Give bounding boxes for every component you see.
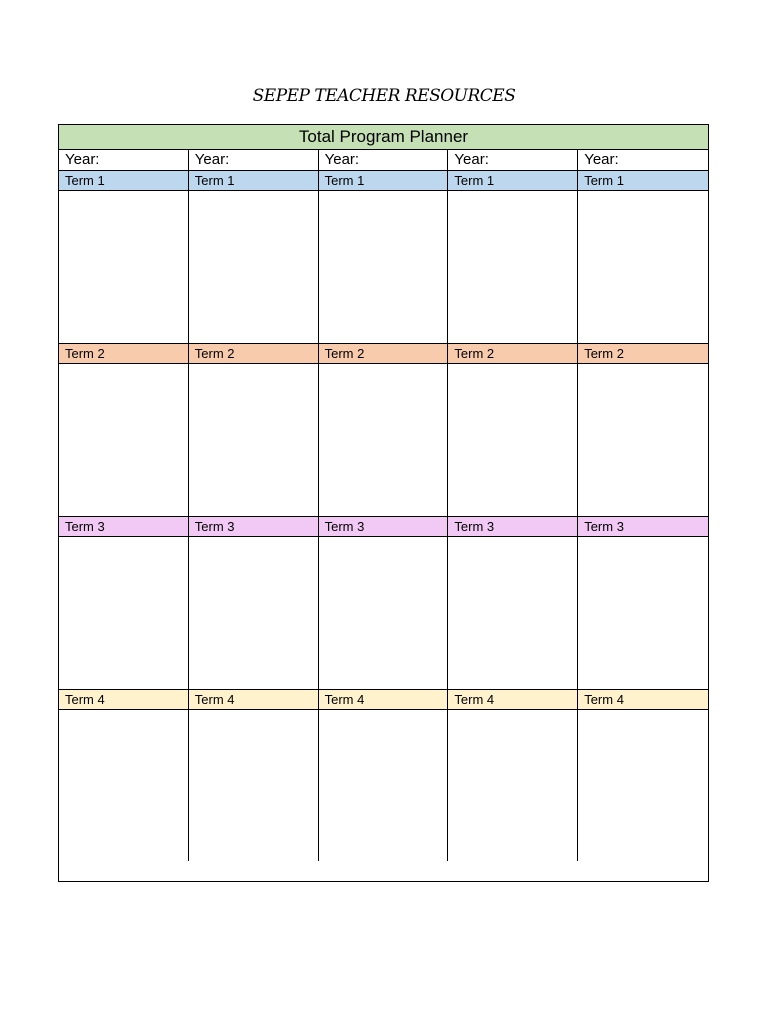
plan-cell[interactable] [319,364,449,516]
year-header-row [59,150,708,171]
term-2-label: Term 2 [584,346,624,361]
term-3-label: Term 3 [448,517,578,536]
term-4-label: Term 4 [584,692,624,707]
term-4-plan-row [59,710,708,861]
planner-title: Total Program Planner [298,127,469,146]
plan-cell[interactable] [319,537,449,689]
term-1-label: Term 1 [584,173,624,188]
plan-cell[interactable] [59,364,189,516]
year-cell[interactable]: Year: [189,150,319,170]
year-cell[interactable]: Year: [584,151,619,168]
plan-cell[interactable] [59,191,189,343]
year-cell[interactable]: Year: [448,150,578,170]
term-2-label: Term 2 [319,344,449,363]
term-1-label: Term 1 [319,171,449,190]
plan-cell[interactable] [319,710,449,861]
plan-cell[interactable] [448,710,578,861]
term-2-label: Term 2 [448,344,578,363]
term-1-label: Term 1 [189,171,319,190]
plan-cell[interactable] [189,191,319,343]
term-3-label: Term 3 [59,517,189,536]
plan-cell[interactable] [189,537,319,689]
term-4-label: Term 4 [448,690,578,709]
plan-cell[interactable] [189,364,319,516]
plan-cell[interactable] [578,364,708,516]
plan-cell[interactable] [578,191,708,343]
year-cell[interactable]: Year: [319,150,449,170]
year-cell[interactable]: Year: [59,150,189,170]
plan-cell[interactable] [59,710,189,861]
plan-cell[interactable] [448,364,578,516]
term-2-header-row [59,344,708,364]
term-4-label: Term 4 [59,690,189,709]
plan-cell[interactable] [59,537,189,689]
plan-cell[interactable] [448,537,578,689]
term-4-label: Term 4 [319,690,449,709]
term-3-label: Term 3 [319,517,449,536]
term-3-header-row [59,517,708,537]
plan-cell[interactable] [319,191,449,343]
term-4-header-row [59,690,708,710]
term-1-plan-row [59,191,708,344]
plan-cell[interactable] [578,537,708,689]
term-2-plan-row [59,364,708,517]
term-2-label: Term 2 [59,344,189,363]
term-3-label: Term 3 [584,519,624,534]
term-3-plan-row [59,537,708,690]
term-1-header-row [59,171,708,191]
document-heading: SEPEP TEACHER RESOURCES [252,86,516,106]
term-1-label: Term 1 [448,171,578,190]
term-2-label: Term 2 [189,344,319,363]
plan-cell[interactable] [578,710,708,861]
term-4-label: Term 4 [189,690,319,709]
plan-cell[interactable] [448,191,578,343]
term-3-label: Term 3 [189,517,319,536]
plan-cell[interactable] [189,710,319,861]
planner-title-row [59,125,708,150]
term-1-label: Term 1 [59,171,189,190]
total-program-planner-table [58,124,709,882]
